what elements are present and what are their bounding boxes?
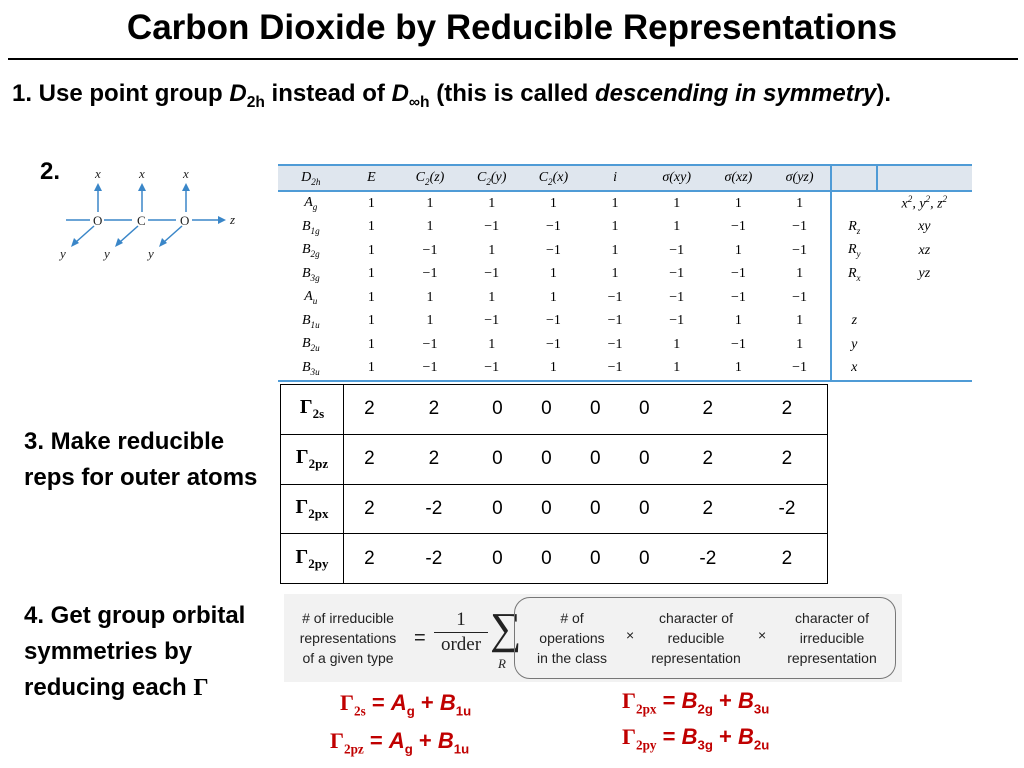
character-cell: −1 xyxy=(730,266,746,282)
character-cell: 1 xyxy=(734,242,742,258)
step-1-middle: instead of xyxy=(264,80,392,107)
character-cell: −1 xyxy=(792,242,808,258)
character-cell: −1 xyxy=(399,357,461,382)
reducible-character-cell: 2 xyxy=(344,385,395,435)
linear-function: x xyxy=(831,357,877,382)
character-cell: −1 xyxy=(545,242,561,258)
character-cell: 1 xyxy=(549,195,557,211)
op-i: i xyxy=(584,165,646,191)
character-table-header xyxy=(278,165,972,191)
point-group-d2h-sub: 2h xyxy=(246,93,265,111)
formula-fraction xyxy=(434,608,488,657)
atom-c: C xyxy=(137,213,146,228)
reducible-character-cell: 2 xyxy=(344,434,395,484)
character-table-row xyxy=(278,239,972,263)
step-4-label: 4. Get group orbital symmetries by reducing each xyxy=(24,602,246,701)
formula-term-irreducible: character of irreducible representation xyxy=(787,610,877,666)
quadratic-function xyxy=(877,357,972,382)
reducible-character-cell: 0 xyxy=(571,385,620,435)
reducible-rep-label: $\Gamma_{2px}$ xyxy=(281,484,344,534)
point-group-dinfh-sub: ∞h xyxy=(408,93,430,111)
character-cell: 1 xyxy=(708,357,770,382)
reduction-formula xyxy=(284,594,902,682)
step-1-text xyxy=(12,78,1012,119)
character-cell: −1 xyxy=(669,266,685,282)
reducible-character-cell: 0 xyxy=(522,484,571,534)
character-cell: −1 xyxy=(792,219,808,235)
character-cell: −1 xyxy=(484,219,500,235)
irrep-label: $B_{1u}$ xyxy=(301,312,320,330)
gamma-symbol: Γ xyxy=(193,675,209,701)
character-table-row xyxy=(278,333,972,357)
character-cell: −1 xyxy=(730,336,746,352)
reducible-reps-table xyxy=(280,384,828,584)
result-gamma-2px: $\Gamma_{2px} = B_{2g} + B_{3u}$ xyxy=(622,688,770,717)
character-cell: 1 xyxy=(611,242,619,258)
character-cell: 1 xyxy=(367,242,375,258)
character-cell: −1 xyxy=(422,266,438,282)
character-cell: −1 xyxy=(422,336,438,352)
character-table-row xyxy=(278,216,972,240)
reducible-rep-label: $\Gamma_{2py}$ xyxy=(281,534,344,584)
character-cell: 1 xyxy=(344,357,400,382)
formula-times-2: × xyxy=(758,627,767,643)
reducible-rep-label: $\Gamma_{2s}$ xyxy=(281,385,344,435)
reducible-character-cell: 0 xyxy=(473,434,522,484)
reducible-character-cell: 0 xyxy=(522,534,571,584)
character-cell: 1 xyxy=(426,313,434,329)
reducible-rep-row xyxy=(281,434,828,484)
op-sigma-xz: σ(xz) xyxy=(708,165,770,191)
character-cell: 1 xyxy=(488,289,496,305)
reducible-character-cell: 2 xyxy=(669,484,747,534)
quadratic-function xyxy=(877,333,972,357)
character-table-row xyxy=(278,357,972,382)
point-group-d2h: D xyxy=(229,80,247,107)
quadratic-function: $x^2$, $y^2$, $z^2$ xyxy=(901,194,948,213)
character-cell: 1 xyxy=(488,336,496,352)
step-1-prefix: 1. Use point group xyxy=(12,80,230,107)
reducible-character-cell: -2 xyxy=(395,534,473,584)
reducible-character-cell: 0 xyxy=(473,534,522,584)
reducible-rep-row xyxy=(281,534,828,584)
character-cell: −1 xyxy=(484,313,500,329)
character-cell: 1 xyxy=(367,266,375,282)
result-gamma-2py: $\Gamma_{2py} = B_{3g} + B_{2u}$ xyxy=(622,724,770,753)
character-cell: 1 xyxy=(426,219,434,235)
result-gamma-2s: $\Gamma_{2s} = A_g + B_{1u}$ xyxy=(340,690,472,719)
character-cell: 1 xyxy=(367,289,375,305)
reducible-character-cell: 0 xyxy=(473,484,522,534)
reducible-character-cell: 0 xyxy=(473,385,522,435)
character-cell: 1 xyxy=(488,195,496,211)
character-cell: −1 xyxy=(545,336,561,352)
character-cell: −1 xyxy=(607,313,623,329)
quadratic-header xyxy=(877,165,972,191)
character-cell: −1 xyxy=(669,242,685,258)
axis-y-1: y xyxy=(60,246,66,261)
character-cell: 1 xyxy=(611,219,619,235)
character-cell: 1 xyxy=(611,266,619,282)
op-c2y: $C_2(y)$ xyxy=(461,165,523,191)
reducible-character-cell: -2 xyxy=(669,534,747,584)
character-cell: 1 xyxy=(796,313,804,329)
character-cell: −1 xyxy=(669,313,685,329)
reducible-rep-row xyxy=(281,385,828,435)
axis-x-1: x xyxy=(95,166,101,181)
step-1-term: descending in symmetry xyxy=(594,80,877,107)
character-cell: 1 xyxy=(673,336,681,352)
sum-index: R xyxy=(498,656,506,671)
axis-z: z xyxy=(230,212,236,227)
reducible-character-cell: 0 xyxy=(522,385,571,435)
axis-x-2: x xyxy=(139,166,145,181)
character-cell: 1 xyxy=(426,289,434,305)
reducible-character-cell: 2 xyxy=(747,534,828,584)
linear-function xyxy=(831,286,877,310)
character-cell: −1 xyxy=(461,357,523,382)
character-cell: 1 xyxy=(488,242,496,258)
reducible-rep-row xyxy=(281,484,828,534)
reducible-character-cell: 0 xyxy=(620,484,669,534)
reducible-character-cell: 2 xyxy=(344,484,395,534)
axis-y-3: y xyxy=(148,246,154,261)
character-cell: 1 xyxy=(646,357,708,382)
reducible-character-cell: 2 xyxy=(669,385,747,435)
reducible-character-cell: 2 xyxy=(344,534,395,584)
step-4-text xyxy=(24,598,274,706)
character-cell: −1 xyxy=(545,219,561,235)
op-sigma-yz: σ(yz) xyxy=(769,165,831,191)
reducible-character-cell: 2 xyxy=(395,385,473,435)
reducible-character-cell: -2 xyxy=(747,484,828,534)
reducible-character-cell: 0 xyxy=(571,534,620,584)
character-cell: 1 xyxy=(796,336,804,352)
irrep-label: $B_{2u}$ xyxy=(301,336,320,354)
character-cell: 1 xyxy=(611,195,619,211)
linear-function: $R_y$ xyxy=(831,239,877,263)
character-cell: 1 xyxy=(426,195,434,211)
character-cell: 1 xyxy=(673,195,681,211)
linear-function: y xyxy=(831,333,877,357)
linear-function xyxy=(831,191,877,216)
op-c2z: $C_2(z)$ xyxy=(399,165,461,191)
irrep-label: $B_{2g}$ xyxy=(301,242,320,260)
character-cell: −1 xyxy=(607,289,623,305)
quadratic-function: xz xyxy=(918,242,931,258)
op-c2x: $C_2(x)$ xyxy=(523,165,585,191)
character-cell: −1 xyxy=(607,336,623,352)
title-divider xyxy=(8,58,1018,60)
character-cell: 1 xyxy=(367,219,375,235)
character-cell: −1 xyxy=(422,242,438,258)
atom-o-left: O xyxy=(93,213,103,228)
atom-o-right: O xyxy=(180,213,190,228)
character-cell: 1 xyxy=(734,195,742,211)
point-group-dinfh: D xyxy=(391,80,409,107)
reducible-character-cell: 2 xyxy=(395,434,473,484)
formula-term-reducible: character of reducible representation xyxy=(651,610,741,666)
summation-icon: ∑ xyxy=(490,604,522,653)
character-cell: 1 xyxy=(796,195,804,211)
linear-function: $R_x$ xyxy=(831,263,877,287)
formula-denominator: order xyxy=(434,632,488,657)
group-label: $D_{2h}$ xyxy=(278,165,344,191)
character-cell: −1 xyxy=(584,357,646,382)
formula-lhs: # of irreducible representations of a given type xyxy=(299,610,397,666)
step-2-label: 2. xyxy=(40,158,61,185)
character-cell: 1 xyxy=(673,219,681,235)
character-cell: −1 xyxy=(792,289,808,305)
reducible-character-cell: 0 xyxy=(522,434,571,484)
character-cell: 1 xyxy=(734,313,742,329)
character-cell: 1 xyxy=(367,336,375,352)
reducible-character-cell: 0 xyxy=(620,534,669,584)
op-sigma-xy: σ(xy) xyxy=(646,165,708,191)
step-1-suffix: (this is called xyxy=(429,80,595,107)
quadratic-function: xy xyxy=(918,219,931,235)
axis-x-3: x xyxy=(183,166,189,181)
result-gamma-2pz: $\Gamma_{2pz} = A_g + B_{1u}$ xyxy=(330,728,470,757)
quadratic-function xyxy=(877,286,972,310)
irrep-label: $A_u$ xyxy=(304,289,318,307)
formula-numerator: 1 xyxy=(456,609,466,630)
character-cell: 1 xyxy=(523,357,585,382)
character-cell: 1 xyxy=(549,266,557,282)
quadratic-function: yz xyxy=(918,266,931,282)
formula-term-operations: # of operations in the class xyxy=(536,610,608,666)
co2-axes-diagram xyxy=(58,164,248,264)
character-table xyxy=(278,164,972,380)
reducible-character-cell: 0 xyxy=(571,434,620,484)
character-cell: −1 xyxy=(484,266,500,282)
linear-function: $R_z$ xyxy=(831,216,877,240)
page-title: Carbon Dioxide by Reducible Representations xyxy=(126,8,898,47)
reducible-character-cell: 2 xyxy=(669,434,747,484)
irrep-label: $B_{3u}$ xyxy=(278,357,344,382)
irrep-label: $B_{3g}$ xyxy=(301,265,320,283)
formula-equals: = xyxy=(414,627,426,649)
character-table-row xyxy=(278,191,972,216)
step-1-end: ). xyxy=(876,80,892,107)
irrep-label: $B_{1g}$ xyxy=(301,218,320,236)
reducible-character-cell: 0 xyxy=(571,484,620,534)
formula-times-1: × xyxy=(626,627,635,643)
character-cell: −1 xyxy=(545,313,561,329)
character-table-row xyxy=(278,263,972,287)
reducible-character-cell: 2 xyxy=(747,434,828,484)
reducible-character-cell: 0 xyxy=(620,434,669,484)
reducible-character-cell: 2 xyxy=(747,385,828,435)
character-cell: 1 xyxy=(367,195,375,211)
quadratic-function xyxy=(877,310,972,334)
op-e: E xyxy=(344,165,400,191)
character-table-row xyxy=(278,286,972,310)
reducible-character-cell: 0 xyxy=(620,385,669,435)
step-3-text: 3. Make reducible reps for outer atoms xyxy=(24,428,258,491)
character-cell: 1 xyxy=(549,289,557,305)
character-cell: −1 xyxy=(730,289,746,305)
character-cell: −1 xyxy=(769,357,831,382)
character-table-row xyxy=(278,310,972,334)
character-cell: 1 xyxy=(367,313,375,329)
character-cell: −1 xyxy=(669,289,685,305)
character-cell: −1 xyxy=(730,219,746,235)
character-cell: 1 xyxy=(796,266,804,282)
linear-function: z xyxy=(831,310,877,334)
irrep-label: $A_g$ xyxy=(304,195,318,213)
linear-header xyxy=(831,165,877,191)
reducible-character-cell: -2 xyxy=(395,484,473,534)
reducible-rep-label: $\Gamma_{2pz}$ xyxy=(281,434,344,484)
axis-y-2: y xyxy=(104,246,110,261)
